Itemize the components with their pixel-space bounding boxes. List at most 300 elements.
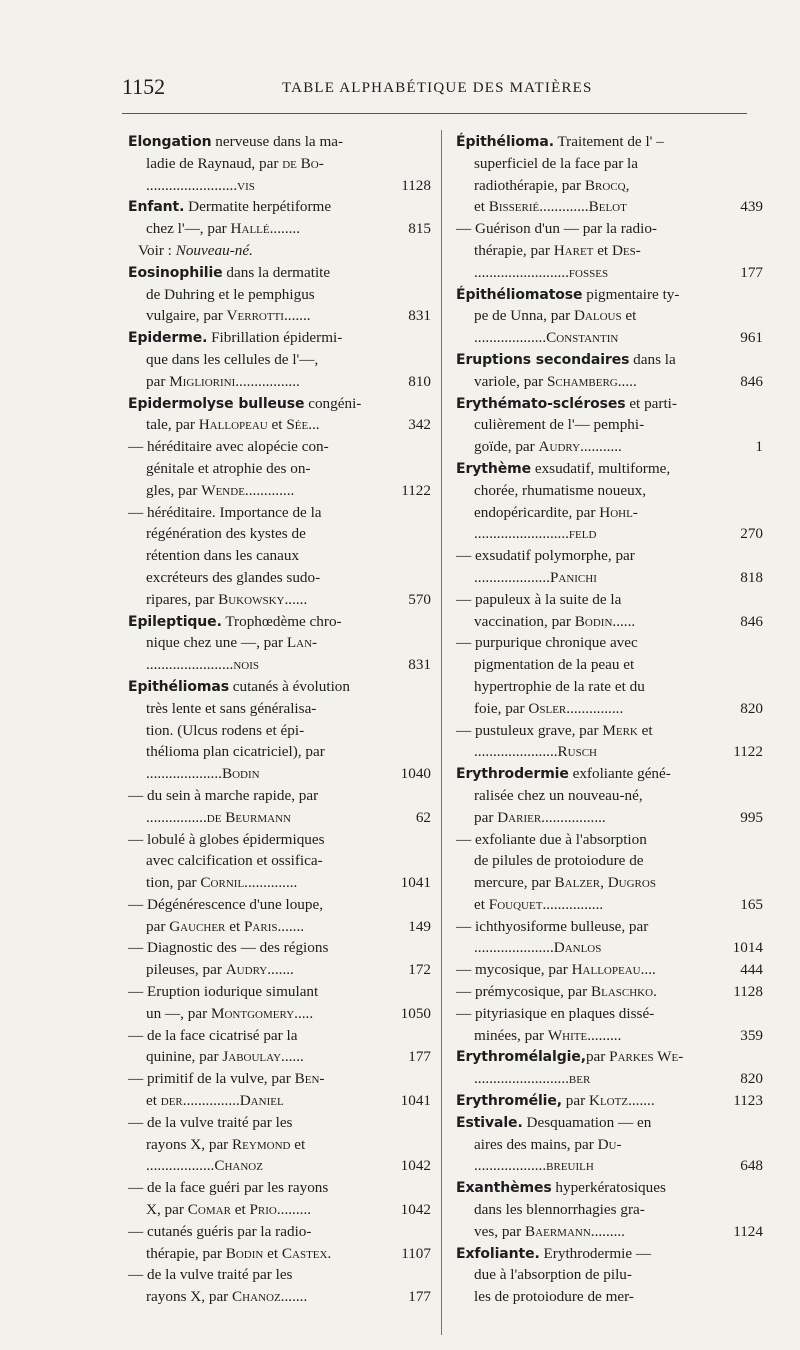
left-column [128,131,431,1308]
entry-text: — pityriasique en plaques dissé- [456,1004,655,1022]
entry-text: ............... [182,1092,240,1110]
entry-text: de pilules de protoiodure de [474,852,644,870]
index-line [128,414,431,436]
entry-text: et [230,1201,250,1219]
index-line [128,894,401,916]
index-line [456,611,761,633]
page-reference: 570 [408,590,431,608]
index-line [456,436,761,458]
entry-text: par [474,808,498,826]
index-line [456,567,761,589]
index-line [128,1243,431,1265]
author-name: Blaschko [590,983,654,1001]
index-line [456,1003,761,1025]
entry-text: ......... [590,1222,625,1240]
page-reference: 1122 [733,743,763,761]
headword: Erythémato-scléroses [456,395,626,412]
page-reference: 831 [408,656,431,674]
author-name: Wende [201,481,245,499]
author-name: Ben- [294,1070,325,1088]
entry-text: Voir : [138,241,176,259]
index-line [128,1221,401,1243]
page-reference: 177 [740,263,763,281]
entry-text: ........... [580,438,622,456]
author-name: Constantin [546,329,619,347]
entry-text: chez l'—, par [146,220,231,238]
page-reference: 995 [740,808,763,826]
entry-text: ripares, par [146,590,219,608]
index-line [456,349,761,371]
entry-text: ................. [541,808,606,826]
page-reference: 1040 [400,765,431,783]
entry-text: Erythrodermie — [539,1244,652,1262]
entry-text: radiothérapie, par [474,176,585,194]
index-line [456,589,761,611]
index-line [456,1134,761,1156]
author-name: Brocq, [584,176,630,194]
index-line [128,1112,401,1134]
index-line [128,937,401,959]
entry-text: par [585,1048,610,1066]
headword: Erythromélie, [456,1093,562,1110]
index-line [456,829,761,851]
index-line [456,153,761,175]
author-name: Hallopeau [571,961,641,979]
index-line [456,807,761,829]
index-line [128,240,401,262]
entry-text: ...... [281,1048,304,1066]
entry-text: cutanés à évolution [228,677,350,695]
index-line [128,502,401,524]
entry-text: — pustuleux grave, par [456,721,603,739]
leader-dots: . [327,1244,332,1262]
index-line [456,1112,761,1134]
entry-text: variole, par [474,372,547,390]
author-name: Lan- [286,634,318,652]
index-line [128,567,401,589]
entry-text: ......................... [474,1070,569,1088]
page-reference: 1 [755,438,763,456]
entry-text: très lente et sans généralisa- [146,699,317,717]
index-line [128,632,401,654]
index-line [128,850,401,872]
entry-text: .................... [146,765,222,783]
index-line [456,763,761,785]
author-name: Audry [225,961,268,979]
entry-text: pigmentation de la peau et [474,656,635,674]
index-line [456,1199,761,1221]
entry-text: Dermatite herpétiforme [184,198,332,216]
index-line [128,436,401,458]
headword: Enfant. [128,199,185,216]
entry-text: mercure, par [474,874,555,892]
entry-text: tion, par [146,874,201,892]
author-name: nois [233,656,259,674]
author-name: Fouquet [488,895,543,913]
entry-text: ....... [267,961,294,979]
entry-text: — purpurique chronique avec [456,634,638,652]
index-line [128,262,401,284]
author-name: Des- [611,241,641,259]
entry-text: gles, par [146,481,202,499]
index-line [128,218,431,240]
index-line [456,720,761,742]
index-line [128,371,431,393]
index-line [456,1243,761,1265]
page-reference: 342 [408,416,431,434]
headword: Epileptique. [128,613,222,630]
index-line [456,632,761,654]
entry-text: , [600,874,608,892]
leader-dots: ......... [276,1201,312,1219]
author-name: Parkes We- [609,1048,684,1066]
entry-text: — du sein à marche rapide, par [128,786,319,804]
index-line [456,1177,761,1199]
index-line [128,698,401,720]
entry-text: et [225,917,244,935]
index-line [456,545,761,567]
entry-text: — de la vulve traité par les [128,1113,293,1131]
index-line [128,196,401,218]
page-reference: 1123 [733,1092,763,1110]
entry-text: . [653,983,657,1001]
entry-text: ....................... [146,656,234,674]
index-line [128,545,401,567]
entry-text: superficiel de la face par la [474,154,639,172]
author-name: Darier [497,808,542,826]
entry-text: thélioma plan cicatriciel), par [146,743,325,761]
entry-text: — Guérison d'un — par la radio- [456,220,657,238]
author-name: Montgomery [210,1004,295,1022]
headword: Épithélioma. [456,134,554,150]
entry-text: par [146,372,170,390]
index-line [456,1025,761,1047]
index-line [456,937,761,959]
author-name: feld [568,525,597,543]
index-line [456,872,761,894]
entry-text: X, par [146,1201,188,1219]
entry-text: — de la face cicatrisé par la [128,1026,298,1044]
headword: Estivale. [456,1114,523,1131]
entry-text: et [290,1135,306,1153]
page-reference: 648 [740,1157,763,1175]
author-name: Migliorini [169,372,236,390]
entry-text: ................... [474,329,547,347]
author-name: ber [568,1070,591,1088]
page-reference: 1050 [400,1004,431,1022]
index-line [128,153,401,175]
page-reference: 149 [408,917,431,935]
page-reference: 820 [740,1070,763,1088]
entry-text: hyperkératosiques [551,1179,666,1197]
index-line [456,1068,761,1090]
page-reference: 439 [740,198,763,216]
index-line [128,1177,401,1199]
entry-text: excréteurs des glandes sudo- [146,568,321,586]
entry-text: un —, par [146,1004,211,1022]
page-reference: 1041 [400,874,431,892]
entry-text: que dans les cellules de l'—, [146,350,319,368]
index-line [456,502,761,524]
entry-text: ................ [542,895,604,913]
entry-text: génitale et atrophie des on- [146,459,311,477]
index-line [456,1046,761,1068]
entry-text: exsudatif, multiforme, [531,459,671,477]
index-line [456,676,761,698]
author-name: Danlos [553,939,602,957]
author-name: Hallé [230,220,270,238]
entry-text: par [561,1092,589,1110]
index-line [456,262,761,284]
page-reference: 177 [408,1288,431,1306]
index-line [456,894,761,916]
entry-text: thérapie, par [474,241,554,259]
page-reference: 1122 [401,481,431,499]
entry-text: dans la [629,350,676,368]
index-line [456,393,761,415]
index-line [128,611,401,633]
index-line [456,218,761,240]
entry-text: ...... [284,590,308,608]
author-name: Cornil [200,874,245,892]
index-line [456,458,761,480]
entry-text: — héréditaire. Importance de la [128,503,322,521]
running-title: TABLE ALPHABÉTIQUE DES MATIÈRES [282,80,593,96]
index-line [456,785,761,807]
headword: Epidermolyse bulleuse [128,395,305,412]
index-line [128,305,431,327]
page-reference: 1014 [732,939,763,957]
index-line [128,1025,401,1047]
entry-text: ............. [244,481,295,499]
entry-text: — primitif de la vulve, par [128,1070,295,1088]
headword: Exanthèmes [456,1180,552,1197]
entry-text: foie, par [474,699,529,717]
index-line [128,1003,431,1025]
entry-text: .................. [146,1157,215,1175]
entry-text: — Eruption iodurique simulant [128,983,319,1001]
headword: Eruptions secondaires [456,351,630,368]
author-name: Jaboulay [222,1048,282,1066]
entry-text: — de la vulve traité par les [128,1266,293,1284]
entry-text: Desquamation — en [522,1113,652,1131]
index-line [456,850,761,872]
entry-text: avec calcification et ossifica- [146,852,323,870]
author-name: Verrotti [226,307,284,325]
entry-text: quinine, par [146,1048,223,1066]
index-line [128,720,401,742]
index-line [128,589,431,611]
entry-text: thérapie, par [146,1244,226,1262]
entry-text: ladie de Raynaud, par [146,154,283,172]
author-name: Chanoz [214,1157,263,1175]
index-line [128,1264,401,1286]
entry-text: tale, par [146,416,199,434]
entry-text: ........................ [146,176,238,194]
page-reference: 961 [740,329,763,347]
entry-text: ...................... [474,743,558,761]
entry-text: pileuses, par [146,961,226,979]
index-line [128,872,431,894]
index-line [456,981,761,1003]
entry-text: — Dégénérescence d'une loupe, [128,895,324,913]
entry-text: hypertrophie de la rate et du [474,677,645,695]
page-reference: 172 [408,961,431,979]
index-line [128,1286,431,1308]
entry-text: ................... [474,1157,547,1175]
page-reference: 1042 [400,1157,431,1175]
index-line [456,1286,761,1308]
index-line [128,829,401,851]
entry-text: ..... [617,372,637,390]
index-line [456,698,761,720]
author-name: Balzer [554,874,601,892]
author-name: Bukowsky [218,590,285,608]
index-line [456,959,761,981]
entry-text: ......................... [474,263,569,281]
page-reference: 1107 [401,1244,431,1262]
page-reference: 846 [740,372,763,390]
headword: Épithéliomatose [456,286,583,303]
header-rule [122,113,747,114]
entry-text: ..... [294,1004,314,1022]
entry-text: par [146,917,170,935]
index-line [456,414,761,436]
index-line [128,480,431,502]
entry-text: ............... [566,699,624,717]
page-reference: 270 [740,525,763,543]
index-line [128,327,401,349]
entry-text: ...... [612,612,636,630]
entry-text: — prémycosique, par [456,983,591,1001]
entry-text: ................ [146,808,207,826]
author-name: Bodin [221,765,260,783]
entry-text: — papuleux à la suite de la [456,590,622,608]
entry-text: — lobulé à globes épidermiques [128,830,325,848]
index-line [128,284,401,306]
entry-text: de Duhring et le pemphigus [146,285,315,303]
entry-text: vaccination, par [474,612,575,630]
entry-text: ..................... [474,939,554,957]
entry-text: — Diagnostic des — des régions [128,939,329,957]
author-name: Merk [602,721,638,739]
page-reference: 1128 [733,983,763,1001]
index-line [128,1046,431,1068]
page-reference: 846 [740,612,763,630]
headword: Exfoliante. [456,1245,540,1262]
index-line [456,523,761,545]
entry-text: — héréditaire avec alopécie con- [128,438,329,456]
entry-text: ralisée chez un nouveau-né, [474,786,643,804]
page-reference: 831 [408,307,431,325]
entry-text: chorée, rhumatisme noueux, [474,481,647,499]
entry-text: pigmentaire ty- [582,285,680,303]
author-name: White [547,1026,588,1044]
author-name: de Beurmann [206,808,291,826]
index-line [456,1264,761,1286]
entry-text: congéni- [304,394,362,412]
author-name: Bisserié [488,198,540,216]
index-line [128,349,401,371]
author-name: Dugros [607,874,656,892]
leader-dots: ....... [277,917,305,935]
author-name: Haret [553,241,594,259]
author-name: Hohl- [599,503,638,521]
entry-text: exfoliante géné- [568,765,671,783]
entry-text: vulgaire, par [146,307,227,325]
page-reference: 820 [740,699,763,717]
headword: Erythème [456,460,532,477]
index-line [128,916,431,938]
author-name: Gaucher [169,917,226,935]
author-name: de Bo- [282,154,324,172]
index-line [128,1068,401,1090]
page-number: 1152 [122,74,166,99]
entry-text: régénération des kystes de [146,525,306,543]
index-line [128,523,401,545]
index-line [128,981,401,1003]
right-column [456,131,761,1308]
page-header [122,74,747,102]
entry-text: et [621,307,637,325]
index-line [128,959,431,981]
entry-text: tion. (Ulcus rodens et épi- [146,721,305,739]
author-name: Sée [286,416,309,434]
entry-text: nerveuse dans la ma- [211,133,344,150]
author-name: Castex [281,1244,328,1262]
entry-text: Fibrillation épidermi- [207,329,343,347]
index-line [128,654,431,676]
page-reference: 1128 [401,176,431,194]
page-reference: 165 [740,895,763,913]
entry-text: rayons X, par [146,1135,233,1153]
column-divider [441,130,442,1335]
entry-text: pe de Unna, par [474,307,574,325]
entry-text: ....... [280,1288,308,1306]
entry-text: minées, par [474,1026,548,1044]
entry-text: .............. [244,874,298,892]
author-name: Panichi [549,568,597,586]
entry-text: — de la face guéri par les rayons [128,1179,329,1197]
entry-text: et [263,1244,282,1262]
author-name: Chanoz [232,1288,281,1306]
entry-text: ves, par [474,1222,526,1240]
index-line [128,131,401,153]
author-name: Osler [528,699,567,717]
entry-text: ....... [628,1092,655,1110]
entry-text: — exfoliante due à l'absorption [456,830,647,848]
index-line [456,327,761,349]
entry-text: et [474,198,489,216]
index-line [456,654,761,676]
entry-text: endopéricardite, par [474,503,600,521]
entry-text: ......... [587,1026,622,1044]
author-name: Bodin [225,1244,264,1262]
index-line [456,371,761,393]
index-line [128,785,401,807]
page-reference: 359 [740,1026,763,1044]
index-line [128,676,401,698]
author-name: Daniel [239,1092,284,1110]
headword: Epithéliomas [128,678,229,695]
cross-reference: Nouveau-né. [175,241,253,259]
entry-text: .................... [474,568,550,586]
entry-text: ........ [269,220,300,238]
entry-text: nique chez une —, par [146,634,287,652]
index-line [128,1199,431,1221]
index-line [456,480,761,502]
author-name: Klotz [588,1092,629,1110]
